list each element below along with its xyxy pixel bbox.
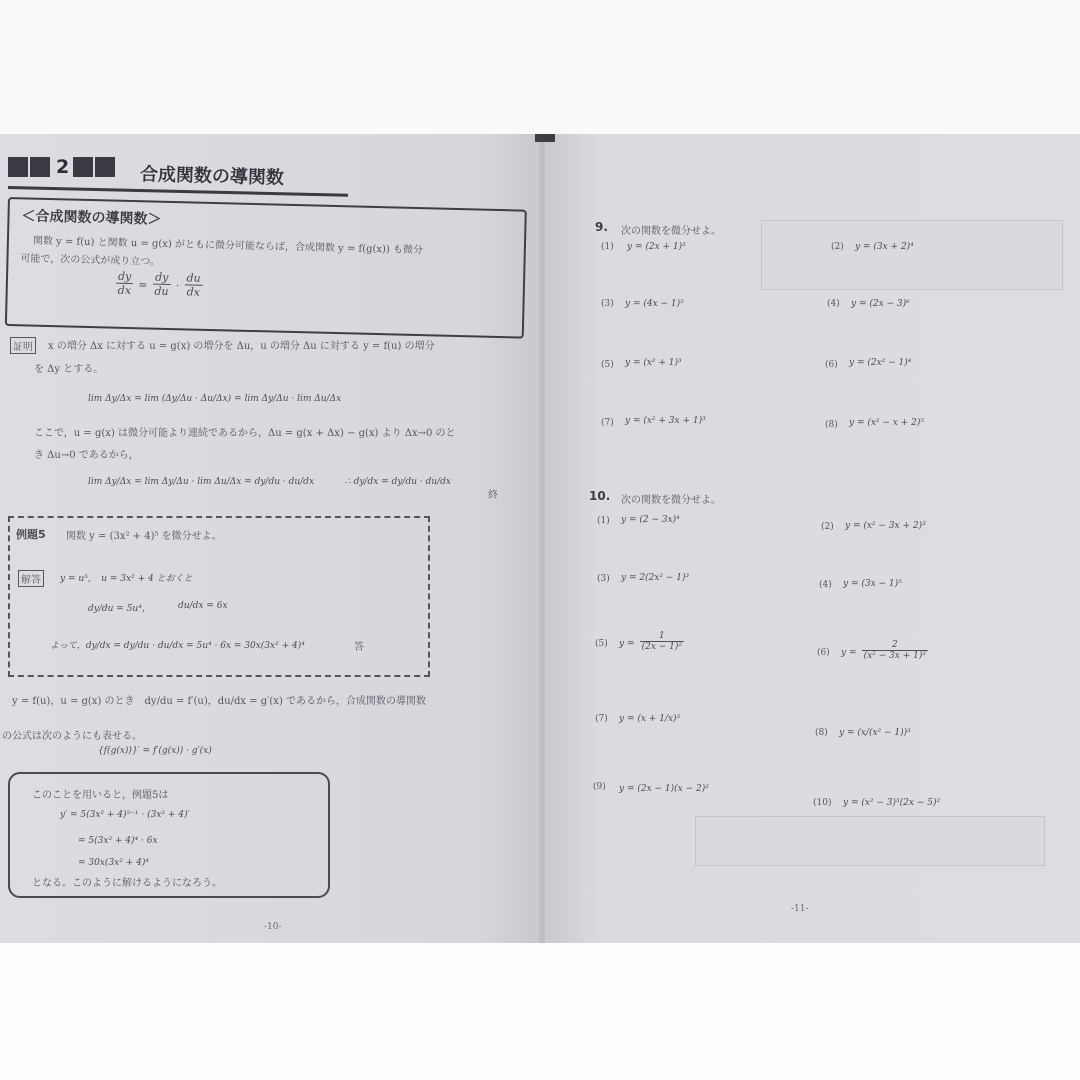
photo-background-top <box>0 0 1080 134</box>
proof-line: x の増分 Δx に対する u = g(x) の増分を Δu，u の増分 Δu に対する y = f(u) の増分 <box>48 341 435 352</box>
memo-line: このことを用いると，例題5は <box>32 790 169 801</box>
item-label: (4) <box>819 580 832 590</box>
fraction-numerator: 1 <box>640 631 684 642</box>
item-label: (6) <box>817 648 830 658</box>
item-label: (3) <box>597 574 610 584</box>
problem-instruction: 次の関数を微分せよ。 <box>621 226 721 237</box>
item-expression: y = (x² + 1)³ <box>625 358 682 368</box>
memo-line: = 5(3x² + 4)⁴ · 6x <box>78 836 158 846</box>
definition-line: 可能で，次の公式が成り立つ。 <box>20 253 160 268</box>
fraction-denominator: dx <box>186 285 201 299</box>
item-label: (5) <box>601 360 614 370</box>
item-expression: y = 2(2x² − 1)³ <box>621 573 690 583</box>
example-label: 例題5 <box>16 528 46 541</box>
note-line: の公式は次のようにも表せる。 <box>2 731 142 742</box>
memo-box <box>8 772 330 898</box>
item-label: (7) <box>601 418 614 428</box>
item-label: (10) <box>813 798 832 808</box>
answer-label: 解答 <box>18 570 44 587</box>
item-expression: y = (4x − 1)⁵ <box>625 299 684 309</box>
item-expression: y = (2x² − 1)⁴ <box>849 358 912 368</box>
page-number: -10- <box>264 922 282 932</box>
item-label: (6) <box>825 360 838 370</box>
example-answer-line: よって，dy/dx = dy/du · du/dx = 5u⁴ · 6x = 30x(3x² + 4)⁴ <box>50 641 305 651</box>
problem-instruction: 次の関数を微分せよ。 <box>621 495 721 506</box>
fraction-expression <box>841 640 928 661</box>
memo-line: となる。このように解けるようになろう。 <box>32 878 222 889</box>
proof-limit-formula: lim Δy/Δx = lim (Δy/Δu · Δu/Δx) = lim Δy/Δu · lim Δu/Δx <box>88 394 342 404</box>
square-icon <box>30 157 50 177</box>
item-label: (2) <box>821 522 834 532</box>
fraction-numerator: dy <box>116 270 134 284</box>
answer-end-mark: 答 <box>354 642 364 653</box>
fraction-expression <box>619 631 684 652</box>
square-icon <box>73 157 93 177</box>
item-label: (8) <box>815 728 828 738</box>
item-expression: y = (x + 1/x)³ <box>619 714 681 724</box>
example-box <box>8 516 430 677</box>
page-number: -11- <box>791 904 809 914</box>
example-answer-line: dy/du = 5u⁴， <box>88 604 151 614</box>
definition-title: ＜合成関数の導関数＞ <box>21 208 162 228</box>
item-expression: y = (x² − x + 2)⁵ <box>849 418 924 428</box>
item-expression: y = (2x − 3)⁶ <box>851 299 910 309</box>
square-icon <box>8 157 28 177</box>
proof-line: ここで，u = g(x) は微分可能より連続であるから，Δu = g(x + Δx) − g(x) より Δx→0 のと <box>34 428 456 439</box>
memo-line: y′ = 5(3x² + 4)⁵⁻¹ · (3x² + 4)′ <box>60 810 190 820</box>
fraction-denominator: dx <box>117 283 132 298</box>
item-label: (9) <box>593 782 606 792</box>
book-gutter <box>536 134 548 943</box>
section-title: 合成関数の導関数 <box>139 164 285 189</box>
item-label: (8) <box>825 420 838 430</box>
square-icon <box>95 157 115 177</box>
item-label: (4) <box>827 299 840 309</box>
item-label: (7) <box>595 714 608 724</box>
section-number-block <box>8 156 117 180</box>
end-mark: 終 <box>488 490 498 501</box>
item-expression: y = (2 − 3x)⁴ <box>621 515 680 525</box>
item-expression: y = (x² − 3)³(2x − 5)² <box>843 798 941 808</box>
note-formula: {f(g(x))}′ = f′(g(x)) · g′(x) <box>98 746 212 756</box>
gutter-shadow <box>535 134 555 142</box>
fraction-denominator: (2x − 1)² <box>641 642 683 652</box>
example-answer-line: y = u⁵， u = 3x² + 4 とおくと <box>60 574 193 584</box>
item-expression: y = (x² + 3x + 1)³ <box>625 416 706 426</box>
item-expression: y = (3x − 1)⁵ <box>843 579 902 589</box>
proof-conclusion: ∴ dy/dx = dy/du · du/dx <box>345 477 452 487</box>
item-label: (2) <box>831 242 844 252</box>
example-problem: 関数 y = (3x² + 4)⁵ を微分せよ。 <box>66 531 222 542</box>
definition-box <box>5 197 527 339</box>
expression-prefix: y = <box>841 648 857 658</box>
fraction-denominator: (x² − 3x + 1)² <box>863 651 926 661</box>
section-number: 2 <box>56 156 70 178</box>
faint-show-through-box <box>761 220 1063 290</box>
definition-line: 関数 y = f(u) と関数 u = g(x) がともに微分可能ならば，合成関数 y = f(g(x)) も微分 <box>32 235 424 257</box>
fraction-numerator: du <box>184 271 202 285</box>
left-page <box>0 134 543 943</box>
item-expression: y = (x² − 3x + 2)³ <box>845 521 926 531</box>
chain-rule-formula: $\frac{dy}{dx}$ = $\frac{dy}{du}$ · $\frac{du}{dx}$ <box>117 269 201 299</box>
item-expression: y = (x/(x² − 1))³ <box>839 728 911 738</box>
fraction-denominator: du <box>154 284 169 298</box>
note-line: y = f(u)，u = g(x) のとき dy/du = f′(u)，du/dx = g′(x) であるから，合成関数の導関数 <box>12 696 427 707</box>
item-expression: y = (2x − 1)(x − 2)² <box>619 784 709 794</box>
book-spread <box>0 134 1080 943</box>
problem-number: 10. <box>589 489 611 503</box>
fraction-numerator: 2 <box>862 640 928 651</box>
expression-prefix: y = <box>619 639 635 649</box>
faint-show-through-box <box>695 816 1045 866</box>
proof-limit-formula: lim Δy/Δx = lim Δy/Δu · lim Δu/Δx = dy/du · du/dx <box>88 477 315 487</box>
section-rule <box>8 186 348 197</box>
example-answer-line: du/dx = 6x <box>178 601 228 611</box>
item-label: (3) <box>601 299 614 309</box>
proof-line: き Δu→0 であるから， <box>34 450 139 461</box>
item-label: (1) <box>601 242 614 252</box>
right-page <box>543 134 1080 943</box>
problem-number: 9. <box>595 220 608 234</box>
proof-line: を Δy とする。 <box>34 364 104 375</box>
item-label: (5) <box>595 639 608 649</box>
proof-label: 証明 <box>10 337 36 354</box>
item-expression: y = (2x + 1)³ <box>627 242 686 252</box>
memo-line: = 30x(3x² + 4)⁴ <box>78 858 149 868</box>
photo-background-bottom <box>0 943 1080 1080</box>
item-expression: y = (3x + 2)⁴ <box>855 242 914 252</box>
item-label: (1) <box>597 516 610 526</box>
fraction-numerator: dy <box>153 271 171 285</box>
